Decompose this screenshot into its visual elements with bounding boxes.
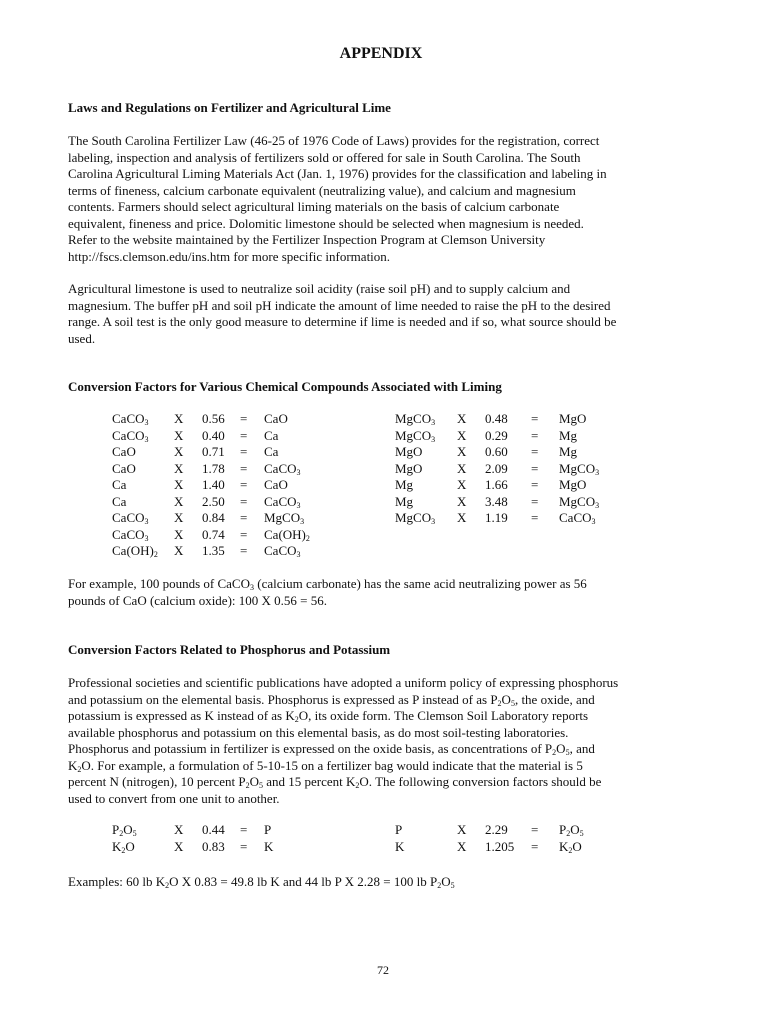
equals-sign: =: [531, 510, 539, 525]
multiply-sign: X: [174, 460, 184, 476]
factor-value: 0.60: [485, 444, 508, 459]
multiply-sign: X: [174, 543, 184, 558]
factor-value: 2.50: [202, 493, 225, 509]
compound-from: CaCO$_3$: [112, 510, 149, 526]
text-line: contents. Farmers should select agricultural liming materials on the basis of calcium carbonate: [68, 199, 560, 214]
text-line: Agricultural limestone is used to neutralize soil acidity (raise soil pH) and to supply calcium and: [68, 281, 571, 296]
equals-sign: =: [240, 510, 248, 525]
multiply-sign: X: [457, 493, 467, 509]
compound-to: CaCO$_3$: [559, 510, 596, 526]
compound-from: $Ca(OH)_2$: [112, 543, 158, 559]
equals-sign: =: [240, 493, 248, 509]
factor-value: 2.09: [485, 460, 508, 476]
equals-sign: =: [531, 427, 539, 443]
compound-from: MgO: [395, 444, 423, 459]
table-row: [112, 822, 344, 839]
table-row: [112, 411, 344, 428]
compound-to: CaCO$_3$: [264, 543, 301, 559]
factor-value: 0.71: [202, 444, 225, 459]
compound-to: CaO: [264, 411, 288, 426]
website-link-text: http://fscs.clemson.edu/ins.htm for more specific information.: [68, 248, 391, 264]
table-row: [112, 543, 344, 560]
compound-to: $K_2O$: [559, 838, 582, 855]
compound-to: $P_2O_5$: [559, 822, 584, 838]
factor-value: 1.66: [485, 477, 508, 492]
factor-value: 0.56: [202, 411, 225, 426]
paragraph-fertilizer-law: [68, 133, 668, 265]
compound-from: CaO: [112, 460, 136, 476]
factor-value: 0.29: [485, 427, 508, 443]
table-row: [395, 444, 639, 461]
multiply-sign: X: [457, 510, 467, 525]
text-line: The South Carolina Fertilizer Law (46-25 of 1976 Code of Laws) provides for the registration, correct: [68, 133, 600, 148]
equals-sign: =: [531, 444, 539, 459]
compound-to: MgCO$_3$: [559, 460, 600, 477]
compound-from: P: [395, 822, 403, 837]
compound-from: CaCO$_3$: [112, 427, 149, 444]
multiply-sign: X: [457, 822, 467, 837]
text-line: used.: [68, 330, 96, 346]
section-heading-liming-factors: Conversion Factors for Various Chemical Compounds Associated with Liming: [68, 379, 502, 394]
factor-value: 2.29: [485, 822, 508, 837]
compound-to: Mg: [559, 444, 578, 459]
compound-from: MgCO$_3$: [395, 411, 436, 427]
factor-value: 0.74: [202, 526, 225, 542]
factor-value: 1.78: [202, 460, 225, 476]
multiply-sign: X: [457, 427, 467, 443]
table-row: [112, 510, 344, 527]
multiply-sign: X: [174, 411, 184, 426]
equals-sign: =: [240, 427, 248, 443]
section-heading-laws: Laws and Regulations on Fertilizer and Agricultural Lime: [68, 100, 391, 115]
pk-conversion-table-elemental: [395, 822, 639, 855]
table-row: [112, 494, 344, 511]
paragraph-elemental-basis: Professional societies and scientific publications have adopted a uniform policy of expressing phosphorus and potassium on the elemental basis. Phosphorus is expressed as P instead of as $P_2O_5$, the oxide, and potassium is expressed as K instead of as $K_2O$, its oxide form. The Clemson Soil Laboratory reports available phosphorus and potassium on this elemental basis, as do most soil-testing laboratories. Phosphorus and potassium in fertilizer is expressed on the oxide basis, as concentrations of $P_2O_5$, and $K_2O$. For example, a formulation of 5-10-15 on a fertilizer bag would indicate that the material is 5 percent N (nitrogen), 10 percent $P_2O_5$ and 15 percent $K_2O$. The following conversion factors should be used to convert from one unit to another.: [68, 675, 619, 806]
table-row: [112, 428, 344, 445]
compound-from: K: [395, 838, 405, 854]
equals-sign: =: [240, 526, 248, 542]
multiply-sign: X: [174, 493, 184, 509]
equals-sign: =: [240, 543, 248, 558]
compound-to: MgCO$_3$: [559, 493, 600, 510]
table-row: [112, 527, 344, 544]
multiply-sign: X: [174, 444, 184, 459]
equals-sign: =: [240, 444, 248, 459]
text-line: Refer to the website maintained by the Fertilizer Inspection Program at Clemson University: [68, 232, 546, 247]
compound-to: MgO: [559, 477, 587, 492]
factor-value: 1.35: [202, 543, 225, 558]
table-row: [112, 839, 344, 856]
multiply-sign: X: [457, 477, 467, 492]
pk-conversion-table-oxide: [112, 822, 344, 855]
compound-from: Mg: [395, 477, 414, 492]
equals-sign: =: [240, 477, 248, 492]
compound-from: $P_2O_5$: [112, 822, 137, 838]
section-heading-phosphorus-potassium: Conversion Factors Related to Phosphorus and Potassium: [68, 642, 391, 657]
compound-to: CaO: [264, 477, 288, 492]
table-row: [395, 510, 639, 527]
compound-to: MgO: [559, 411, 587, 426]
compound-from: CaO: [112, 444, 136, 459]
equals-sign: =: [531, 493, 539, 509]
compound-to: Mg: [559, 427, 578, 443]
compound-to: CaCO$_3$: [264, 493, 301, 510]
table-row: [395, 477, 639, 494]
equals-sign: =: [240, 822, 248, 837]
compound-from: MgO: [395, 460, 423, 476]
compound-to: CaCO$_3$: [264, 460, 301, 477]
table-row: [112, 461, 344, 478]
multiply-sign: X: [457, 444, 467, 459]
compound-from: MgCO$_3$: [395, 510, 436, 526]
factor-value: 0.84: [202, 510, 225, 525]
factor-value: 0.40: [202, 427, 225, 443]
text-line: Carolina Agricultural Liming Materials Act (Jan. 1, 1976) provides for the classification and labeling in: [68, 166, 607, 181]
page-title: APPENDIX: [339, 45, 423, 62]
table-row: [395, 428, 639, 445]
text-line: labeling, inspection and analysis of fertilizers sold or offered for sale in South Carolina. The South: [68, 149, 581, 165]
pk-examples-line: Examples: 60 lb $K_2O$ X 0.83 = 49.8 lb K and 44 lb P X 2.28 = 100 lb $P_2O_5$: [68, 874, 455, 890]
table-row: [395, 839, 639, 856]
equals-sign: =: [240, 838, 248, 854]
multiply-sign: X: [174, 838, 184, 854]
paragraph-agricultural-limestone: [68, 281, 668, 347]
multiply-sign: X: [174, 822, 184, 837]
compound-to: P: [264, 822, 272, 837]
text-line: terms of fineness, calcium carbonate equivalent (neutralizing value), and calcium and magnesium: [68, 182, 576, 198]
page-number: 72: [377, 963, 389, 977]
table-row: [112, 477, 344, 494]
compound-to: Ca: [264, 427, 279, 443]
multiply-sign: X: [174, 526, 184, 542]
factor-value: 1.205: [485, 838, 515, 854]
compound-from: Ca: [112, 493, 127, 509]
equals-sign: =: [531, 822, 539, 837]
compound-from: Mg: [395, 493, 414, 509]
liming-example-paragraph: For example, 100 pounds of CaCO$_3$ (calcium carbonate) has the same acid neutralizing power as 56 pounds of CaO (calcium oxide): 100 X 0.56 = 56.: [68, 576, 587, 608]
equals-sign: =: [531, 477, 539, 492]
table-row: [395, 494, 639, 511]
table-row: [395, 461, 639, 478]
equals-sign: =: [240, 460, 248, 476]
compound-from: $K_2O$: [112, 838, 135, 855]
factor-value: 3.48: [485, 493, 508, 509]
table-row: [395, 411, 639, 428]
compound-from: CaCO$_3$: [112, 411, 149, 427]
text-line: range. A soil test is the only good measure to determine if lime is needed and if so, what source should be: [68, 314, 617, 329]
multiply-sign: X: [457, 411, 467, 426]
multiply-sign: X: [174, 427, 184, 443]
factor-value: 0.83: [202, 838, 225, 854]
factor-value: 0.44: [202, 822, 225, 837]
factor-value: 1.19: [485, 510, 508, 525]
compound-to: Ca: [264, 444, 279, 459]
equals-sign: =: [531, 838, 539, 854]
multiply-sign: X: [174, 477, 184, 492]
compound-from: CaCO$_3$: [112, 526, 149, 543]
compound-to: K: [264, 838, 274, 854]
compound-to: $Ca(OH)_2$: [264, 526, 310, 543]
factor-value: 0.48: [485, 411, 508, 426]
equals-sign: =: [531, 411, 539, 426]
text-line: magnesium. The buffer pH and soil pH indicate the amount of lime needed to raise the pH to the desired: [68, 297, 611, 313]
table-row: [112, 444, 344, 461]
liming-conversion-table-magnesium: [395, 411, 639, 527]
text-line: equivalent, fineness and price. Dolomitic limestone should be selected when magnesium is needed.: [68, 215, 584, 231]
multiply-sign: X: [457, 838, 467, 854]
compound-to: MgCO$_3$: [264, 510, 305, 526]
compound-from: MgCO$_3$: [395, 427, 436, 444]
multiply-sign: X: [457, 460, 467, 476]
factor-value: 1.40: [202, 477, 225, 492]
liming-conversion-table-calcium: [112, 411, 344, 560]
multiply-sign: X: [174, 510, 184, 525]
equals-sign: =: [531, 460, 539, 476]
equals-sign: =: [240, 411, 248, 426]
table-row: [395, 822, 639, 839]
compound-from: Ca: [112, 477, 127, 492]
